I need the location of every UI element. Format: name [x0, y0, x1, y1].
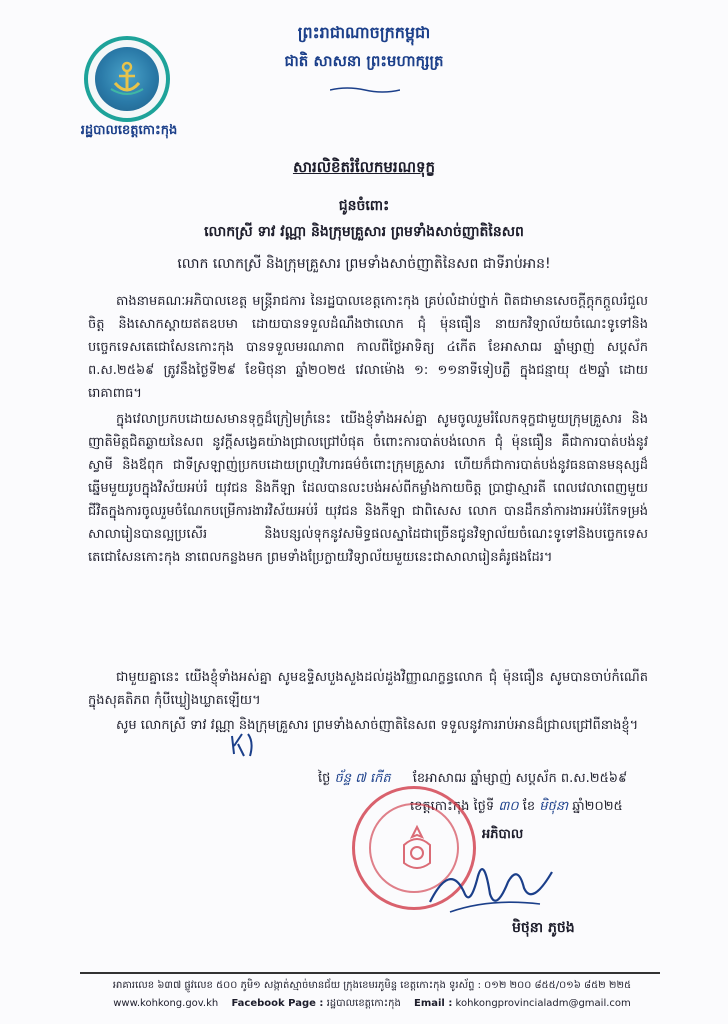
facebook-page[interactable]: រដ្ឋបាលខេត្តកោះកុង	[326, 998, 401, 1009]
footer-contacts	[72, 996, 672, 1011]
provincial-logo	[84, 36, 170, 122]
paragraph-3: ជាមួយគ្នានេះ យើងខ្ញុំទាំងអស់គ្នា សូមឧទ្ទិសបួងសួងដល់ដួងវិញ្ញាណក្ខន្ធលោក ជុំ ម៉ុនធឿន សូមបានចាប់កំណើតក្នុងសុគតិភព កុំបីឃ្លៀងឃ្លាតឡើយ។	[88, 670, 648, 708]
org-name: រដ្ឋបាលខេត្តកោះកុង	[80, 123, 178, 138]
signature-icon	[420, 842, 560, 922]
initials-mark-icon	[228, 730, 260, 758]
paragraph-4: សូម លោកស្រី ទាវ វណ្ណា និងក្រុមគ្រួសារ ព្រមទាំងសាច់ញាតិនៃសព ទទួលនូវការរាប់អានដ៏ជ្រាលជ្រៅពីនាងខ្ញុំ។	[116, 718, 639, 733]
lunar-date-line	[318, 770, 678, 789]
lunar-date-suffix: ខែអាសាឍ ឆ្នាំម្សាញ់ សប្តស័ក ព.ស.២៥៦៩	[412, 771, 628, 786]
facebook-label: Facebook Page :	[231, 998, 324, 1009]
email-address[interactable]: kohkongprovincialadm@gmail.com	[455, 998, 631, 1009]
footer-address: អាគារលេខ ៦៣៧ ផ្លូវលេខ ៥០០ ភូមិ១ សង្កាត់ស្មាច់មានជ័យ ក្រុងខេមរភូមិន្ទ ខេត្តកោះកុង ទូរស័ព្ទ : ០១២ ២០០ ៨៥៥/០១៦ ៨៥២ ២២៥	[112, 980, 632, 991]
motto-ornament-icon	[330, 86, 400, 94]
kingdom-title: ព្រះរាជាណាចក្រកម្ពុជា	[297, 23, 431, 42]
footer-divider	[80, 972, 660, 974]
solar-date-month-label: ខែ	[522, 799, 536, 814]
national-motto: ជាតិ សាសនា ព្រះមហាក្សត្រ	[284, 52, 444, 70]
letter-title: សារលិខិតរំលែកមរណទុក្ខ	[292, 158, 436, 176]
to-label: ជូនចំពោះ	[338, 198, 390, 214]
signatory-name: មិថុនា ភូថង	[512, 920, 575, 936]
recipient: លោកស្រី ទាវ វណ្ណា និងក្រុមគ្រួសារ ព្រមទាំងសាច់ញាតិនៃសព	[204, 224, 524, 240]
paragraph-2: ក្នុងវេលាប្រកបដោយសមានទុក្ខដ៏ក្រៀមក្រំនេះ យើងខ្ញុំទាំងអស់គ្នា សូមចូលរួមរំលែកទុក្ខជាមួយក្រុមគ្រួសារ និងញាតិមិត្តជិតឆ្ងាយនៃសព នូវក្តីសង្វេគយ៉ាងជ្រាលជ្រៅបំផុត ចំពោះការបាត់បង់លោក ជុំ ម៉ុនធឿន គឺជាការបាត់បង់នូវស្វាមី និងឪពុក ជាទីស្រឡាញ់ប្រកបដោយព្រហ្មវិហារធម៌ចំពោះក្រុមគ្រួសារ ហើយក៏ជាការបាត់បង់នូវធនធានមនុស្សដ៏ឆ្នើមមួយរូបក្នុងវិស័យអប់រំ យុវជន និងកីឡា ដែលបានលះបង់អស់ពីកម្លាំងកាយចិត្ត ប្រាជ្ញាស្មារតី ពេលវេលាពេញមួយជីវិតក្នុងការចូលរួមចំណែកបម្រើការងារវិស័យអប់រំ យុវជន និងកីឡា ជាពិសេស លោក បានដឹកនាំការងារអប់រំកែទម្រង់សាលារៀនបានល្អប្រសើរ និងបន្សល់ទុកនូវសមិទ្ធផលស្នាដៃជាច្រើនជូនវិទ្យាល័យចំណេះទូទៅនិងបច្ចេកទេសតេជោសែនកោះកុង នាពេលកន្លងមក ព្រមទាំងប្រែក្លាយវិទ្យាល័យមួយនេះជាសាលារៀនគំរូផងដែរ។	[88, 412, 648, 565]
email-label: Email :	[414, 998, 453, 1009]
greeting: លោក លោកស្រី និងក្រុមគ្រួសារ ព្រមទាំងសាច់ញាតិនៃសព ជាទីរាប់អាន!	[177, 256, 551, 272]
solar-date-month: មិថុនា	[539, 799, 569, 814]
paragraph-1: តាងនាមគណៈអភិបាលខេត្ត មន្ត្រីរាជការ នៃរដ្ឋបាលខេត្តកោះកុង គ្រប់លំដាប់ថ្នាក់ ពិតជាមានសេចក្តីក្តុកក្តួលរំជួលចិត្ត និងសោកស្តាយឥតឧបមា ដោយបានទទួលដំណឹងថាលោក ជុំ ម៉ុនធឿន នាយកវិទ្យាល័យចំណេះទូទៅនិងបច្ចេកទេសតេជោសែនកោះកុង បានទទួលមរណភាព កាលពីថ្ងៃអាទិត្យ ៤កើត ខែអាសាឍ ឆ្នាំម្សាញ់ សប្តស័ក ព.ស.២៥៦៩ ត្រូវនឹងថ្ងៃទី២៩ ខែមិថុនា ឆ្នាំ២០២៥ វេលាម៉ោង ១: ១១នាទីទៀបភ្លឺ ក្នុងជន្មាយុ ៥២ឆ្នាំ ដោយរោគាពាធ។	[88, 294, 648, 401]
lunar-date-handwritten: ច័ន្ទ ៧ កើត	[334, 771, 391, 786]
solar-date-prefix: ខេត្តកោះកុង ថ្ងៃទី	[410, 799, 495, 814]
signatory-title: អភិបាល	[482, 827, 524, 842]
solar-date-year: ឆ្នាំ២០២៥	[572, 799, 623, 814]
solar-date-day: ៣០	[498, 799, 519, 814]
lunar-date-prefix: ថ្ងៃ	[318, 771, 331, 786]
footer-website[interactable]: www.kohkong.gov.kh	[113, 998, 219, 1009]
